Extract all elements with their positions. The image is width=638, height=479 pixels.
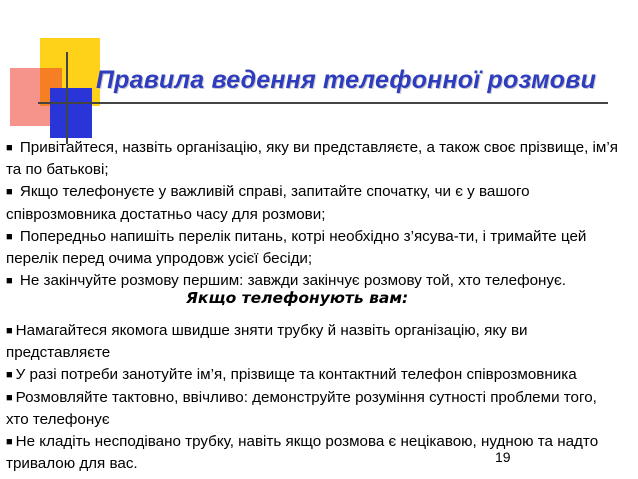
slide-title: Правила ведення телефонної розмови: [96, 66, 597, 94]
section-subtitle: Якщо телефонують вам:: [186, 289, 409, 307]
bullet-icon: ■: [6, 391, 13, 404]
list-item: ■ Привітайтеся, назвіть організацію, яку ви представляєте, а також своє прізвище, ім’я та по батькові;: [6, 139, 618, 179]
bullet-icon: ■: [6, 186, 13, 199]
decor-blue-square: [50, 88, 92, 138]
list-item: ■ Якщо телефонуєте у важливій справі, запитайте спочатку, чи є у вашого співрозмовника достатньо часу для розмови;: [6, 183, 530, 223]
bullet-icon: ■: [6, 325, 13, 337]
page-number: 19: [495, 449, 511, 465]
bullet-icon: ■: [6, 275, 13, 288]
bullet-icon: ■: [6, 436, 13, 449]
rules-list: [6, 137, 621, 292]
incoming-call-list: [6, 320, 621, 475]
list-item: ■ Розмовляйте тактовно, ввічливо: демонструйте розуміння сутності проблеми того, хто телефонує: [6, 388, 597, 428]
bullet-icon: ■: [6, 142, 13, 154]
list-item: ■ У разі потреби занотуйте ім’я, прізвище та контактний телефон співрозмовника: [6, 364, 621, 386]
list-item: ■ Не кладіть несподівано трубку, навіть якщо розмова є нецікавою, нудною та надто тривалою для вас.: [6, 433, 599, 473]
decor-vertical-line: [66, 52, 68, 144]
list-item: ■ Не закінчуйте розмову першим: завжди закінчує розмову той, хто телефонує.: [6, 270, 621, 292]
list-item: ■ Намагайтеся якомога швидше зняти трубку й назвіть організацію, яку ви представляєте: [6, 322, 528, 362]
bullet-icon: ■: [6, 230, 13, 243]
bullet-icon: ■: [6, 369, 13, 382]
decor-horizontal-line: [38, 102, 608, 104]
list-item: ■ Попередньо напишіть перелік питань, котрі необхідно з’ясува-ти, і тримайте цей перелік перед очима упродовж усієї бесіди;: [6, 227, 587, 268]
